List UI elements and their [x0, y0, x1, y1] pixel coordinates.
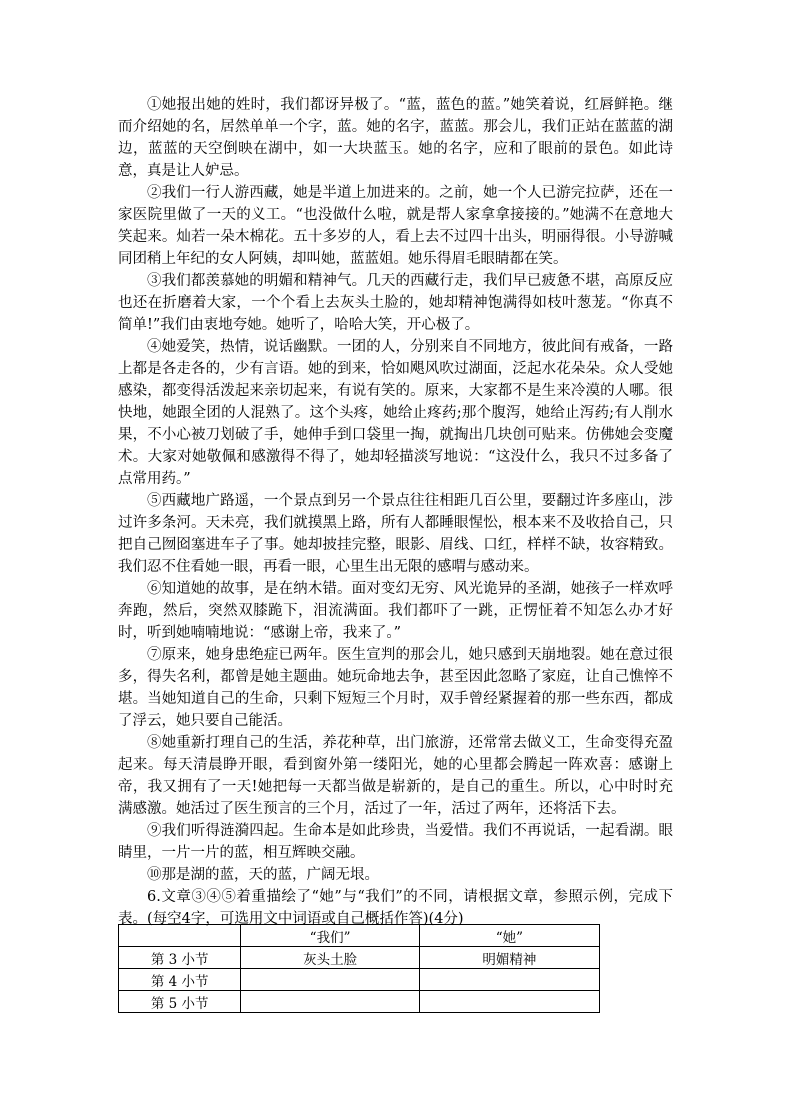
answer-table — [118, 924, 600, 1013]
table-cell: 明媚精神 — [419, 947, 599, 969]
paragraph-1: ①她报出她的姓时，我们都讶异极了。“蓝，蓝色的蓝。”她笑着说，红唇鲜艳。继而介绍她的名，居然单单一个字，蓝。她的名字，蓝蓝。那会儿，我们正站在蓝蓝的湖边，蓝蓝的天空倒映在湖中，如一大块蓝玉。她的名字，应和了眼前的景色。如此诗意，真是让人妒忌。 — [118, 97, 673, 179]
table-row — [119, 969, 600, 991]
paragraph-3: ③我们都羡慕她的明媚和精神气。几天的西藏行走，我们早已疲惫不堪，高原反应也还在折磨着大家，一个个看上去灰头土脸的，她却精神饱满得如枝叶葱茏。“你真不简单!”我们由衷地夸她。她听了，哈哈大笑，开心极了。 — [118, 273, 673, 333]
passage-body — [118, 94, 673, 930]
paragraph-9: ⑨我们听得涟漪四起。生命本是如此珍贵，当爱惜。我们不再说话，一起看湖。眼睛里，一片一片的蓝，相互辉映交融。 — [118, 823, 673, 861]
answer-blank[interactable] — [419, 969, 599, 991]
paragraph-5: ⑤西藏地广路遥，一个景点到另一个景点往往相距几百公里，要翻过许多座山，涉过许多条河。天未亮，我们就摸黑上路，所有人都睡眼惺忪，根本来不及收拾自己，只把自己囫囵塞进车子了事。她却披挂完整，眼影、眉线、口红，样样不缺，妆容精致。我们忍不住看她一眼，再看一眼，心里生出无限的感喟与感动来。 — [118, 493, 673, 575]
paragraph-8: ⑧她重新打理自己的生活，养花种草，出门旅游，还常常去做义工，生命变得充盈起来。每天清晨睁开眼，看到窗外第一缕阳光，她的心里都会腾起一阵欢喜：感谢上帝，我又拥有了一天!她把每一天都当做是崭新的，是自己的重生。所以，心中时时充满感激。她活过了医生预言的三个月，活过了一年，活过了两年，还将活下去。 — [118, 735, 673, 817]
paragraph-7: ⑦原来，她身患绝症已两年。医生宣判的那会儿，她只感到天崩地裂。她在意过很多，得失名利，都曾是她主题曲。她玩命地去争，甚至因此忽略了家庭，让自己憔悴不堪。当她知道自己的生命，只剩下短短三个月时，双手曾经紧握着的那一些东西，都成了浮云，她只要自己能活。 — [118, 647, 673, 729]
answer-blank[interactable] — [419, 991, 599, 1013]
paragraph-10: ⑩那是湖的蓝，天的蓝，广阔无垠。 — [147, 867, 379, 883]
row-label: 第 5 小节 — [119, 991, 241, 1013]
table-row — [119, 947, 600, 969]
row-label: 第 4 小节 — [119, 969, 241, 991]
table-row — [119, 991, 600, 1013]
table-header-row — [119, 925, 600, 947]
answer-blank[interactable] — [241, 991, 419, 1013]
table-cell: 灰头土脸 — [241, 947, 419, 969]
table-header-cell — [119, 925, 241, 947]
paragraph-4: ④她爱笑，热情，说话幽默。一团的人，分别来自不同地方，彼此间有戒备，一路上都是各走各的，少有言语。她的到来，恰如飓风吹过湖面，泛起水花朵朵。众人受她感染，都变得活泼起来亲切起来，有说有笑的。原来，大家都不是生来冷漠的人哪。很快地，她跟全团的人混熟了。这个头疼，她给止疼药;那个腹泻，她给止泻药;有人削水果，不小心被刀划破了手，她伸手到口袋里一掏，就掏出几块创可贴来。仿佛她会变魔术。大家对她敬佩和感激得不得了，她却轻描淡写地说：“这没什么，我只不过多备了点常用药。” — [118, 339, 673, 487]
row-label: 第 3 小节 — [119, 947, 241, 969]
table-header-cell: “我们” — [241, 925, 419, 947]
paragraph-2: ②我们一行人游西藏，她是半道上加进来的。之前，她一个人已游完拉萨，还在一家医院里做了一天的义工。“也没做什么啦，就是帮人家拿拿接接的。”她满不在意地大笑起来。灿若一朵木棉花。五十多岁的人，看上去不过四十出头，明丽得很。小导游喊同团稍上年纪的女人阿姨，却叫她，蓝蓝姐。她乐得眉毛眼睛都在笑。 — [118, 185, 673, 267]
question-6: 6.文章③④⑤着重描绘了“她”与“我们”的不同，请根据文章，参照示例，完成下表。(每空4字，可选用文中词语或自己概括作答)(4分) — [118, 889, 673, 927]
paragraph-6: ⑥知道她的故事，是在纳木错。面对变幻无穷、风光诡异的圣湖，她孩子一样欢呼奔跑，然后，突然双膝跪下，泪流满面。我们都吓了一跳，正愣怔着不知怎么办才好时，听到她喃喃地说：“感谢上帝，我来了。” — [118, 581, 673, 641]
answer-blank[interactable] — [241, 969, 419, 991]
table-header-cell: “她” — [419, 925, 599, 947]
